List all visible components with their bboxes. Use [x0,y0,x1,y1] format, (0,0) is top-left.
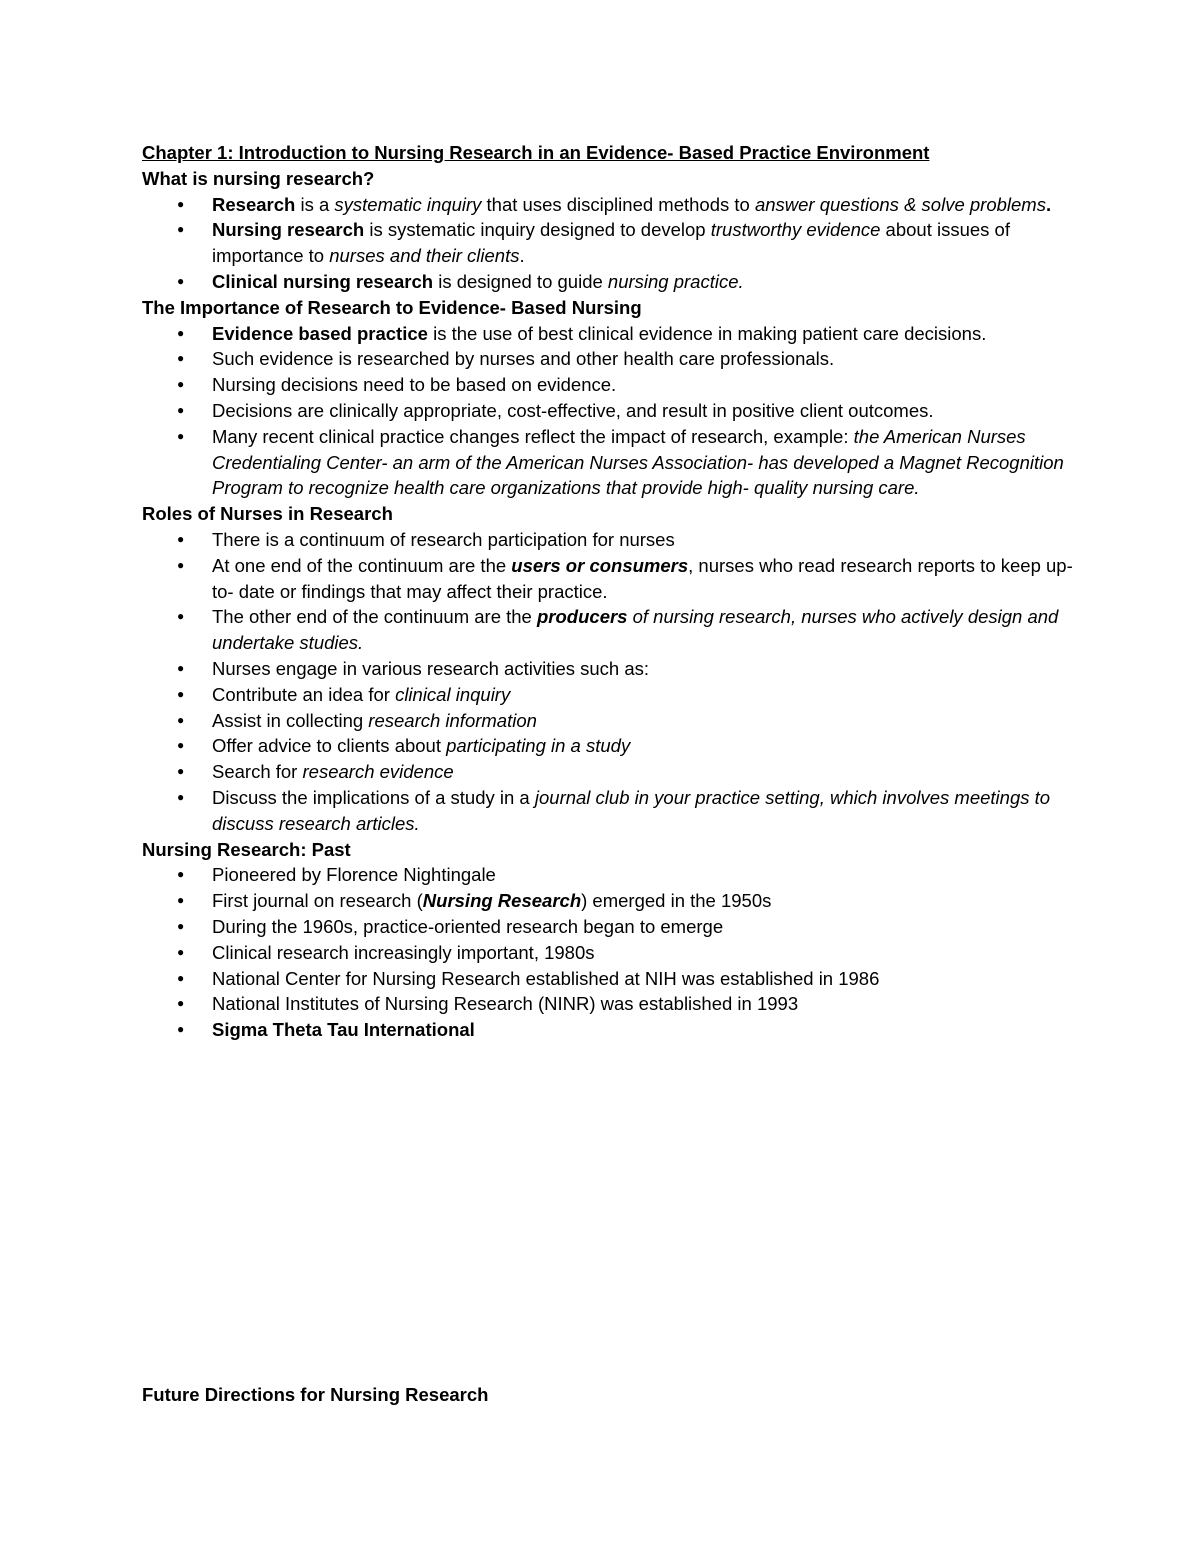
text-run: Contribute an idea for [212,683,396,705]
text-run: Nurses engage in various research activities such as: [212,657,650,679]
list-item [142,321,1082,347]
text-run: nursing practice. [607,270,744,292]
list-item [142,888,1082,914]
bullet-icon: ● [177,377,185,392]
text-run: First journal on research ( [212,890,423,912]
list-item [142,269,1082,295]
text-run: is systematic inquiry designed to develop [364,219,711,241]
list-item [142,940,1082,966]
list-item [142,708,1082,734]
bullet-icon: ● [177,557,185,572]
text-run: clinical inquiry [395,683,511,705]
bullet-icon: ● [177,325,185,340]
text-run: that uses disciplined methods to [481,193,755,215]
bullet-icon: ● [177,402,185,417]
text-run: National Institutes of Nursing Research (NINR) was established in 1993 [212,993,799,1015]
text-run: producers [537,606,628,628]
bullet-icon: ● [177,867,185,882]
text-run: . [1045,193,1052,215]
bullet-icon: ● [177,531,185,546]
text-run: Pioneered by Florence Nightingale [212,864,496,886]
text-run: . [519,245,525,267]
text-run: ) emerged in the 1950s [581,890,772,912]
section-heading: Nursing Research: Past [142,838,351,860]
text-run: about issues of importance to [212,219,1010,267]
list-item [142,966,1082,992]
text-run: Clinical nursing research [212,270,434,292]
section-heading: Roles of Nurses in Research [142,503,393,525]
list-item [142,733,1082,759]
text-run: Many recent clinical practice changes reflect the impact of research, example: [212,425,854,447]
text-run: answer questions & solve problems [754,193,1046,215]
chapter-title: Chapter 1: Introduction to Nursing Research in an Evidence- Based Practice Environment [142,142,930,163]
bullet-icon: ● [177,660,185,675]
list-item [142,759,1082,785]
bullet-icon: ● [177,893,185,908]
list-item [142,217,1082,269]
bullet-icon: ● [177,222,185,237]
bullet-icon: ● [177,196,185,211]
section-heading: The Importance of Research to Evidence- Based Nursing [142,296,642,318]
list-item [142,914,1082,940]
list-item [142,604,1082,656]
bullet-list [142,527,1082,837]
text-run: Nursing Research [422,890,582,912]
text-run: The other end of the continuum are the [212,606,537,628]
bullet-icon: ● [177,918,185,933]
list-item [142,424,1082,501]
bullet-icon: ● [177,428,185,443]
text-run: systematic inquiry [334,193,482,215]
text-run: the American Nurses Credentialing Center- an arm of the American Nurses Association- has developed a Magnet Recognition Program to recognize health care organizations that provide high- quality nursing care. [212,425,1064,499]
bullet-icon: ● [177,609,185,624]
bullet-icon: ● [177,273,185,288]
text-run: Decisions are clinically appropriate, cost-effective, and result in positive client outcomes. [212,399,934,421]
bullet-icon: ● [177,351,185,366]
text-run: Such evidence is researched by nurses and other health care professionals. [212,348,835,370]
list-item [142,991,1082,1017]
future-directions-heading: Future Directions for Nursing Research [142,1384,489,1405]
bullet-icon: ● [177,996,185,1011]
text-run: Discuss the implications of a study in a [212,786,535,808]
bullet-list [142,862,1082,1043]
text-run: There is a continuum of research participation for nurses [212,528,675,550]
text-run: At one end of the continuum are the [212,554,512,576]
bullet-list [142,192,1082,295]
text-run: of nursing research, nurses who actively design and undertake studies. [212,606,1059,654]
bullet-icon: ● [177,789,185,804]
sections-container [142,166,1082,1043]
text-run: Evidence based practice [212,322,428,344]
list-item [142,862,1082,888]
list-item [142,346,1082,372]
list-item [142,372,1082,398]
text-run: , nurses who read research reports to keep up- to- date or findings that may affect their practice. [212,554,1073,602]
text-run: is the use of best clinical evidence in making patient care decisions. [427,322,987,344]
list-item [142,656,1082,682]
text-run: Offer advice to clients about [212,735,447,757]
bullet-icon: ● [177,764,185,779]
text-run: journal club in your practice setting, which involves meetings to discuss research articles. [212,786,1051,834]
text-run: Clinical research increasingly important, 1980s [212,941,595,963]
bullet-icon: ● [177,970,185,985]
text-run: Assist in collecting [212,709,369,731]
text-run: users or consumers [511,554,689,576]
text-run: research information [368,709,537,731]
text-run: participating in a study [446,735,631,757]
list-item [142,527,1082,553]
bullet-list [142,321,1082,502]
bullet-icon: ● [177,686,185,701]
bullet-icon: ● [177,738,185,753]
text-run: is designed to guide [433,270,608,292]
text-run: National Center for Nursing Research established at NIH was established in 1986 [212,967,880,989]
list-item [142,192,1082,218]
list-item [142,553,1082,605]
text-run: Research [212,193,296,215]
text-run: Nursing research [212,219,365,241]
list-item [142,1017,1082,1043]
bullet-icon: ● [177,712,185,727]
text-run: is a [295,193,335,215]
section-heading: What is nursing research? [142,167,375,189]
list-item [142,398,1082,424]
document-page [142,140,1082,1043]
text-run: During the 1960s, practice-oriented research began to emerge [212,915,724,937]
text-run: Sigma Theta Tau International [212,1019,475,1041]
text-run: Nursing decisions need to be based on evidence. [212,374,617,396]
list-item [142,785,1082,837]
text-run: Search for [212,761,303,783]
text-run: trustworthy evidence [710,219,881,241]
bullet-icon: ● [177,944,185,959]
list-item [142,682,1082,708]
bullet-icon: ● [177,1022,185,1037]
text-run: nurses and their clients [329,245,520,267]
text-run: research evidence [302,761,454,783]
